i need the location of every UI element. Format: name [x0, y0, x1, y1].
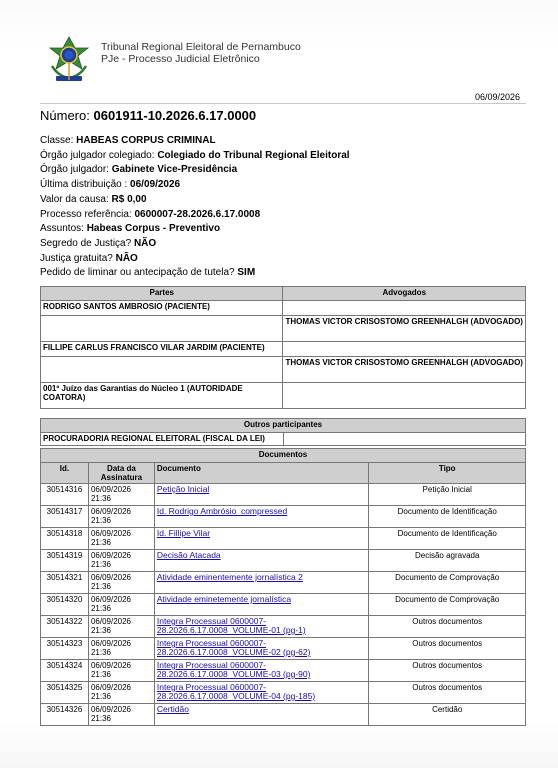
info-ultima-distribuicao [40, 178, 350, 193]
info-value: HABEAS CORPUS CRIMINAL [76, 135, 216, 146]
document-link[interactable]: Id. Fillipe Vilar [156, 528, 211, 538]
table-row [41, 528, 526, 550]
doc-date: 06/09/2026 21:36 [88, 572, 154, 594]
process-number-label: Número: [40, 108, 90, 123]
advogado-cell: THOMAS VICTOR CRISOSTOMO GREENHALGH (ADVOGADO) [283, 316, 526, 342]
info-processo-referencia [40, 208, 350, 223]
info-classe [40, 134, 350, 149]
info-label: Valor da causa: [40, 193, 109, 205]
brazil-coat-of-arms-icon [46, 36, 92, 84]
doc-type: Petição Inicial [369, 484, 526, 506]
doc-date: 06/09/2026 21:36 [88, 616, 154, 638]
info-segredo-justica [40, 237, 350, 252]
info-value: NÃO [115, 252, 138, 264]
column-header-id: Id. [41, 463, 89, 484]
document-header [46, 36, 526, 88]
info-label: Classe: [40, 135, 74, 146]
documentos-column-headers [41, 463, 526, 484]
info-label: Órgão julgador colegiado: [40, 149, 155, 161]
print-date: 06/09/2026 [474, 92, 520, 102]
info-value: 06/09/2026 [130, 179, 181, 191]
advogado-cell [283, 342, 526, 357]
doc-date: 06/09/2026 21:36 [88, 528, 154, 550]
doc-type: Documento de Identificação [369, 528, 526, 550]
doc-date: 06/09/2026 21:36 [88, 638, 154, 660]
table-row [41, 316, 526, 342]
doc-type: Outros documentos [369, 616, 526, 638]
outros-participantes-table [40, 418, 526, 446]
info-label: Processo referência: [40, 208, 132, 220]
info-value: SIM [237, 267, 256, 279]
table-row [41, 383, 526, 409]
doc-type: Outros documentos [369, 660, 526, 682]
process-info [40, 134, 350, 281]
parte-cell [41, 357, 283, 383]
doc-type: Decisão agravada [369, 550, 526, 572]
document-link[interactable]: Integra Processual 0600007-28.2026.6.17.0008_VOLUME-01 (pg-1) [156, 616, 306, 635]
table-row [41, 660, 526, 682]
parte-cell [41, 316, 283, 342]
doc-id: 30514320 [41, 594, 89, 616]
info-value: Habeas Corpus - Preventivo [86, 223, 221, 235]
info-label: Pedido de liminar ou antecipação de tutela? [40, 267, 235, 279]
document-link[interactable]: Petição Inicial [156, 484, 210, 494]
process-number [40, 108, 256, 123]
table-row [41, 433, 526, 446]
doc-type: Outros documentos [369, 682, 526, 704]
table-row [41, 682, 526, 704]
document-link[interactable]: Decisão Atacada [156, 550, 221, 560]
info-justica-gratuita [40, 252, 350, 267]
info-pedido-liminar [40, 266, 350, 281]
document-link[interactable]: Atividade eminetemente jornalística [156, 594, 292, 604]
table-row [41, 704, 526, 726]
doc-id: 30514323 [41, 638, 89, 660]
info-value: 0600007-28.2026.6.17.0008 [134, 208, 261, 220]
partes-header: Partes [41, 287, 283, 301]
advogado-cell [283, 301, 526, 316]
doc-id: 30514321 [41, 572, 89, 594]
process-number-value: 0601911-10.2026.6.17.0000 [93, 108, 257, 123]
advogado-cell [283, 383, 526, 409]
info-orgao-julgador [40, 163, 350, 178]
advogados-header: Advogados [283, 287, 526, 301]
info-orgao-colegiado [40, 149, 350, 164]
doc-date: 06/09/2026 21:36 [88, 682, 154, 704]
doc-id: 30514326 [41, 704, 89, 726]
info-label: Assuntos: [40, 223, 84, 235]
doc-type: Certidão [369, 704, 526, 726]
document-link[interactable]: Certidão [156, 704, 189, 714]
table-row [41, 342, 526, 357]
info-value: NÃO [133, 237, 157, 249]
document-link[interactable]: Integra Processual 0600007-28.2026.6.17.0008_VOLUME-02 (pg-62) [156, 638, 311, 657]
header-divider [40, 103, 526, 104]
document-link[interactable]: Atividade eminentemente jornalística 2 [156, 572, 303, 582]
documentos-table [40, 448, 526, 726]
doc-id: 30514324 [41, 660, 89, 682]
parte-cell: 001º Juízo das Garantias do Núcleo 1 (AUTORIDADE COATORA) [41, 383, 283, 409]
table-row [41, 301, 526, 316]
doc-type: Documento de Identificação [369, 506, 526, 528]
info-assuntos [40, 222, 350, 237]
info-label: Última distribuição : [40, 179, 128, 191]
partes-table [40, 286, 526, 409]
doc-type: Documento de Comprovação [369, 594, 526, 616]
table-row [41, 594, 526, 616]
doc-id: 30514322 [41, 616, 89, 638]
parte-cell: FILLIPE CARLUS FRANCISCO VILAR JARDIM (PACIENTE) [41, 342, 283, 357]
doc-id: 30514316 [41, 484, 89, 506]
participante-cell: PROCURADORIA REGIONAL ELEITORAL (FISCAL DA LEI) [41, 433, 284, 446]
info-value: R$ 0,00 [111, 193, 147, 205]
doc-id: 30514318 [41, 528, 89, 550]
table-row [41, 616, 526, 638]
table-row [41, 638, 526, 660]
column-header-data: Data da Assinatura [88, 463, 154, 484]
court-name: Tribunal Regional Eleitoral de Pernambuco [101, 41, 301, 53]
doc-date: 06/09/2026 21:36 [88, 484, 154, 506]
table-row [41, 550, 526, 572]
document-link[interactable]: Integra Processual 0600007-28.2026.6.17.0008_VOLUME-04 (pg-185) [156, 682, 316, 701]
doc-id: 30514317 [41, 506, 89, 528]
table-row [41, 572, 526, 594]
document-link[interactable]: Id. Rodrigo Ambrósio_compressed [156, 506, 288, 516]
info-value: Colegiado do Tribunal Regional Eleitoral [157, 149, 350, 161]
doc-id: 30514325 [41, 682, 89, 704]
info-label: Órgão julgador: [40, 164, 109, 176]
info-value: Gabinete Vice-Presidência [111, 164, 238, 176]
doc-date: 06/09/2026 21:36 [88, 506, 154, 528]
table-row [41, 506, 526, 528]
table-row [41, 357, 526, 383]
info-label: Justiça gratuita? [40, 252, 113, 264]
parte-cell: RODRIGO SANTOS AMBROSIO (PACIENTE) [41, 301, 283, 316]
column-header-documento: Documento [154, 463, 369, 484]
doc-type: Outros documentos [369, 638, 526, 660]
empty-cell [283, 433, 525, 446]
table-row [41, 484, 526, 506]
doc-date: 06/09/2026 21:36 [88, 594, 154, 616]
outros-header: Outros participantes [41, 419, 526, 433]
info-valor-causa [40, 193, 350, 208]
doc-date: 06/09/2026 21:36 [88, 550, 154, 572]
advogado-cell: THOMAS VICTOR CRISOSTOMO GREENHALGH (ADVOGADO) [283, 357, 526, 383]
doc-date: 06/09/2026 21:36 [88, 660, 154, 682]
document-link[interactable]: Integra Processual 0600007-28.2026.6.17.0008_VOLUME-03 (pg-90) [156, 660, 311, 679]
column-header-tipo: Tipo [369, 463, 526, 484]
system-name: PJe - Processo Judicial Eletrônico [101, 53, 260, 65]
doc-type: Documento de Comprovação [369, 572, 526, 594]
documentos-header: Documentos [41, 449, 526, 463]
info-label: Segredo de Justiça? [40, 237, 132, 249]
doc-id: 30514319 [41, 550, 89, 572]
doc-date: 06/09/2026 21:36 [88, 704, 154, 726]
